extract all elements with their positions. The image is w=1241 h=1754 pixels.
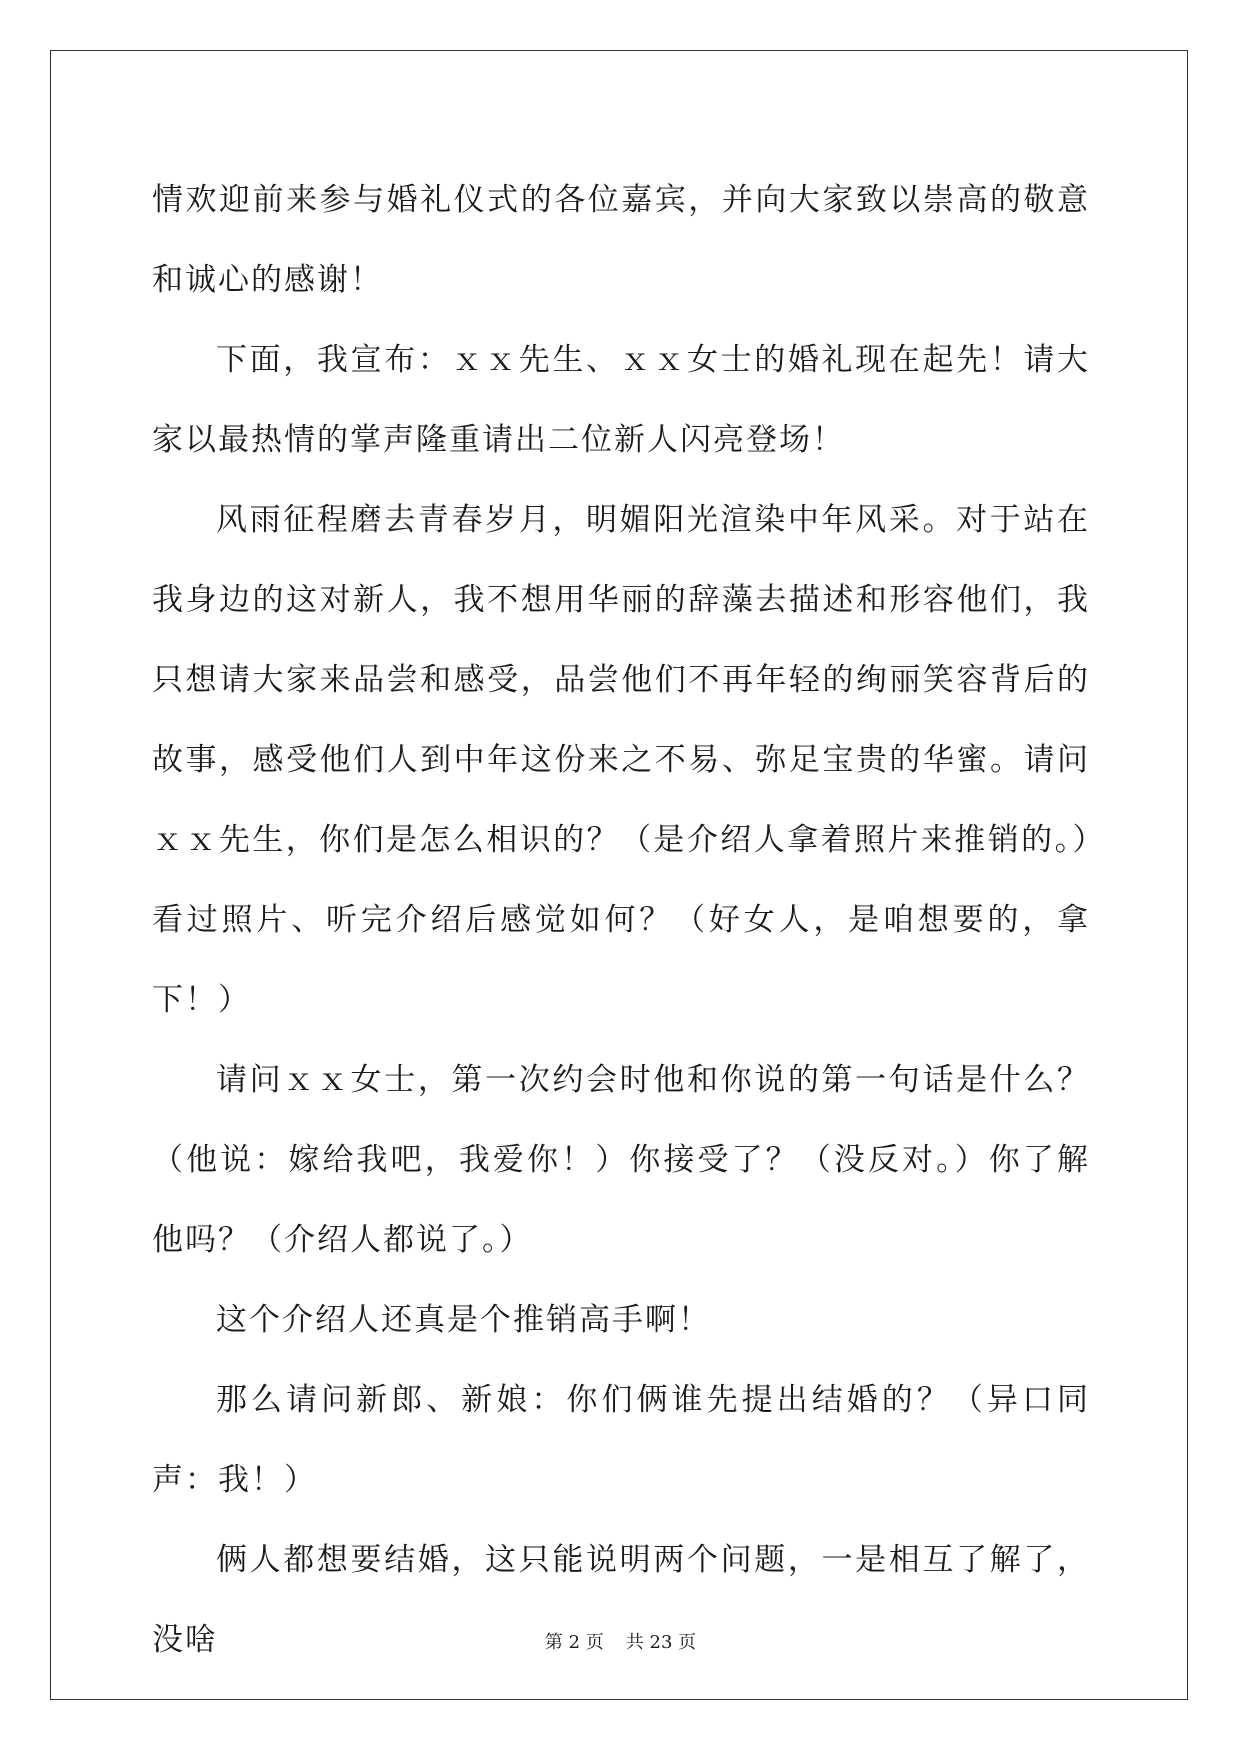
page-total: 共 23 页 xyxy=(625,1632,697,1653)
page-footer xyxy=(0,1628,1241,1654)
paragraph: 情欢迎前来参与婚礼仪式的各位嘉宾，并向大家致以崇高的敬意和诚心的感谢！ xyxy=(152,182,1090,298)
paragraph: 那么请问新郎、新娘：你们俩谁先提出结婚的？（异口同声：我！） xyxy=(152,1382,1090,1498)
paragraph: 俩人都想要结婚，这只能说明两个问题，一是相互了解了，没啥 xyxy=(152,1542,1090,1658)
paragraph: 这个介绍人还真是个推销高手啊！ xyxy=(216,1302,711,1338)
page-number: 第 2 页 xyxy=(544,1632,604,1653)
document-body xyxy=(152,160,1090,1680)
paragraph: 请问ｘｘ女士，第一次约会时他和你说的第一句话是什么？（他说：嫁给我吧，我爱你！）你接受了？（没反对。）你了解他吗？（介绍人都说了。） xyxy=(152,1062,1090,1258)
paragraph: 风雨征程磨去青春岁月，明媚阳光渲染中年风采。对于站在我身边的这对新人，我不想用华丽的辞藻去描述和形容他们，我只想请大家来品尝和感受，品尝他们不再年轻的绚丽笑容背后的故事，感受他们人到中年这份来之不易、弥足宝贵的华蜜。请问ｘｘ先生，你们是怎么相识的？（是介绍人拿着照片来推销的。）看过照片、听完介绍后感觉如何？（好女人，是咱想要的，拿下！） xyxy=(152,502,1090,1018)
paragraph: 下面，我宣布：ｘｘ先生、ｘｘ女士的婚礼现在起先！请大家以最热情的掌声隆重请出二位新人闪亮登场！ xyxy=(152,342,1090,458)
